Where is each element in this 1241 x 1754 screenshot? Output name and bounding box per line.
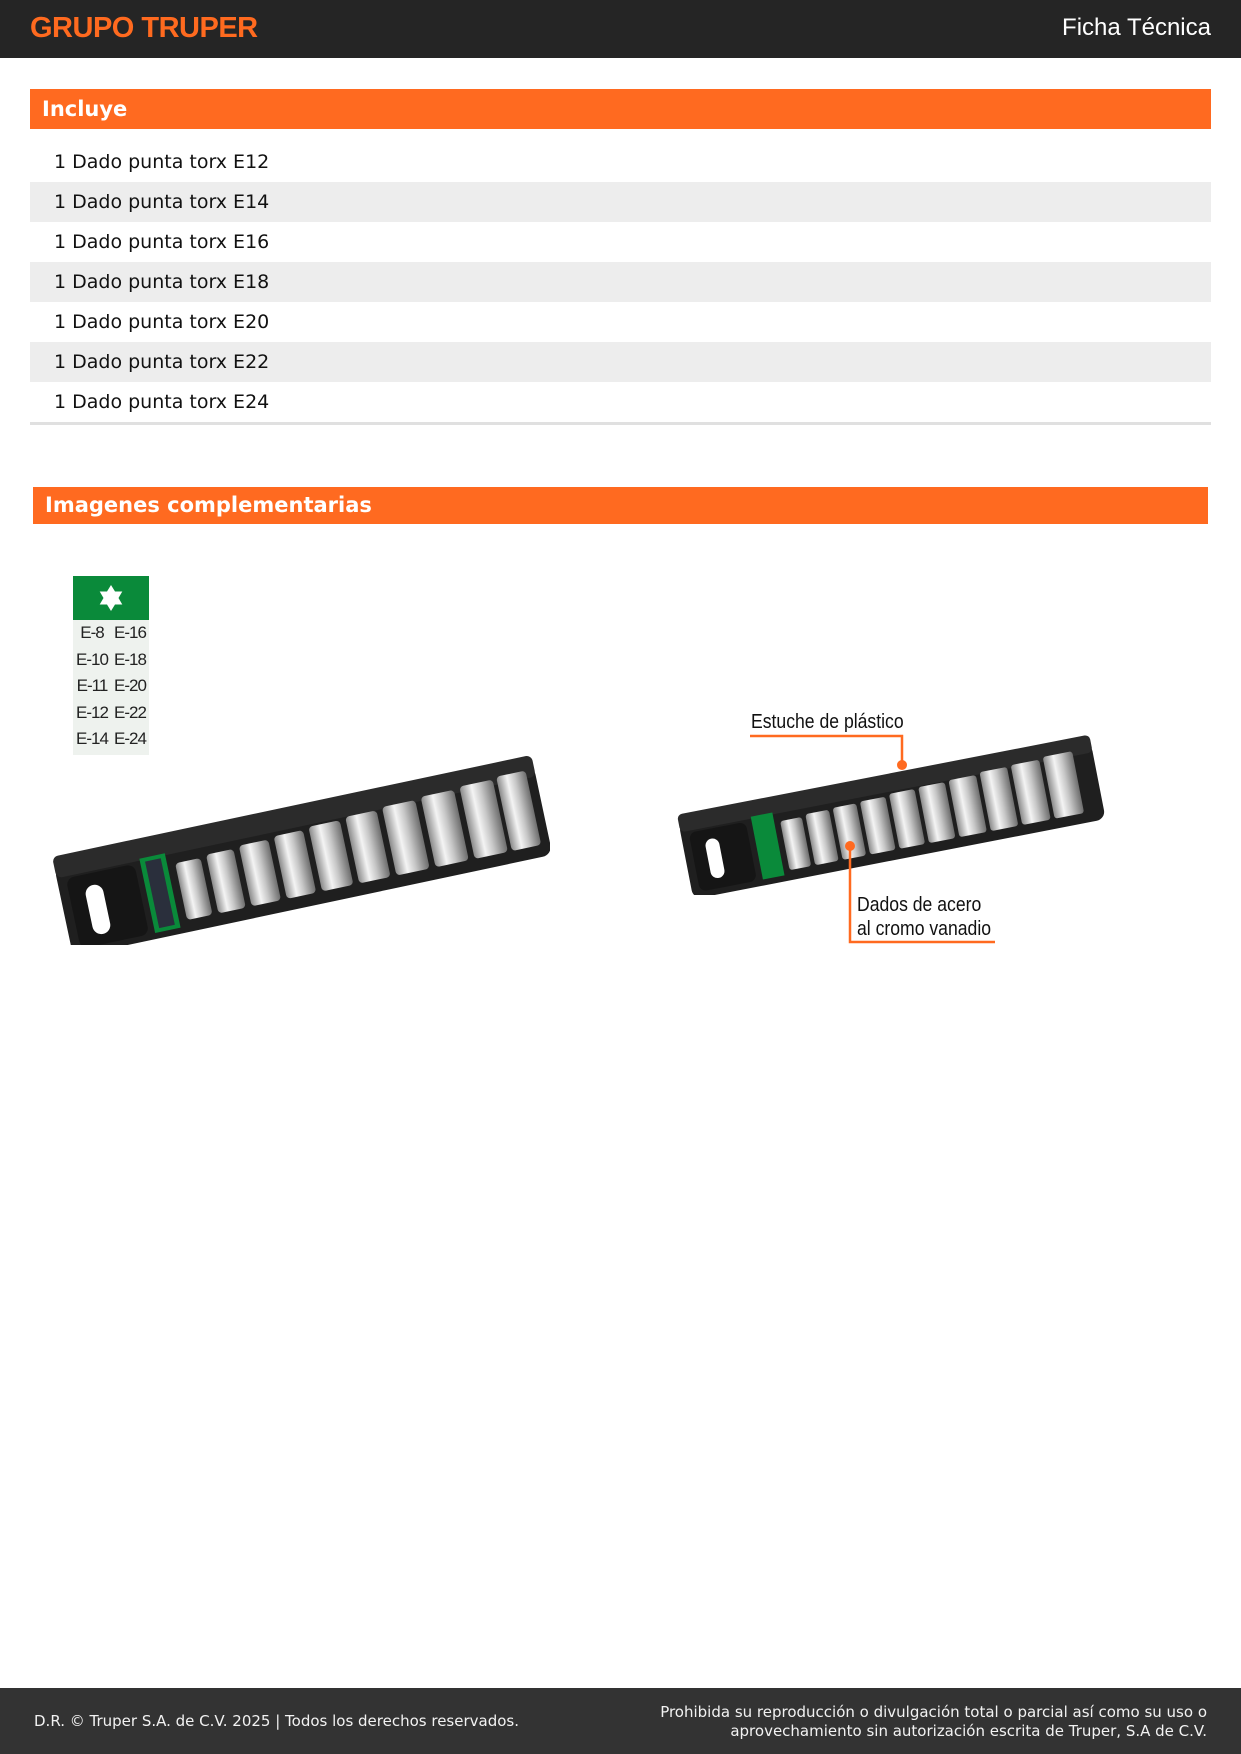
socket-set-image-front xyxy=(50,745,550,945)
callout-sockets xyxy=(857,893,991,941)
brand-logo: GRUPO TRUPER xyxy=(30,12,258,44)
size-cell: E-20 xyxy=(114,676,146,695)
size-cell: E-10 xyxy=(76,649,108,669)
footer-disclaimer-line1: Prohibida su reproducción o divulgación total o parcial así como su uso o xyxy=(660,1703,1207,1721)
document-title: Ficha Técnica xyxy=(1062,14,1211,41)
includes-list xyxy=(30,142,1211,425)
footer-bar xyxy=(0,1688,1241,1754)
callout-case xyxy=(751,710,904,734)
size-cell: E-16 xyxy=(114,623,146,642)
torx-size-table xyxy=(73,576,149,755)
list-item: 1 Dado punta torx E16 xyxy=(54,231,270,253)
callout-sockets-line2: al cromo vanadio xyxy=(857,918,992,940)
footer-disclaimer-line2: aprovechamiento sin autorización escrita de Truper, S.A de C.V. xyxy=(730,1722,1207,1740)
size-cell: E-18 xyxy=(114,649,146,669)
callout-case-text: Estuche de plástico xyxy=(751,711,904,733)
list-item: 1 Dado punta torx E20 xyxy=(54,311,270,333)
size-cell: E-14 xyxy=(76,729,108,748)
list-item: 1 Dado punta torx E24 xyxy=(54,391,270,413)
section-heading-images: Imagenes complementarias xyxy=(33,487,1208,524)
torx-star-icon xyxy=(96,583,126,613)
footer-copyright: D.R. © Truper S.A. de C.V. 2025 | Todos los derechos reservados. xyxy=(34,1712,519,1730)
list-item: 1 Dado punta torx E18 xyxy=(30,262,1211,302)
size-cell: E-12 xyxy=(76,702,108,722)
footer-disclaimer xyxy=(660,1703,1207,1741)
list-item: 1 Dado punta torx E12 xyxy=(54,151,270,173)
section-heading-includes: Incluye xyxy=(30,89,1211,129)
size-cell: E-24 xyxy=(114,729,146,748)
list-item: 1 Dado punta torx E22 xyxy=(30,342,1211,382)
size-cell: E-11 xyxy=(76,676,108,695)
size-cell: E-8 xyxy=(80,623,104,642)
header-bar xyxy=(0,0,1241,58)
size-cell: E-22 xyxy=(114,702,146,722)
callout-sockets-line1: Dados de acero xyxy=(857,894,982,916)
size-table-header xyxy=(73,576,149,620)
size-grid xyxy=(73,620,149,755)
list-item: 1 Dado punta torx E14 xyxy=(30,182,1211,222)
